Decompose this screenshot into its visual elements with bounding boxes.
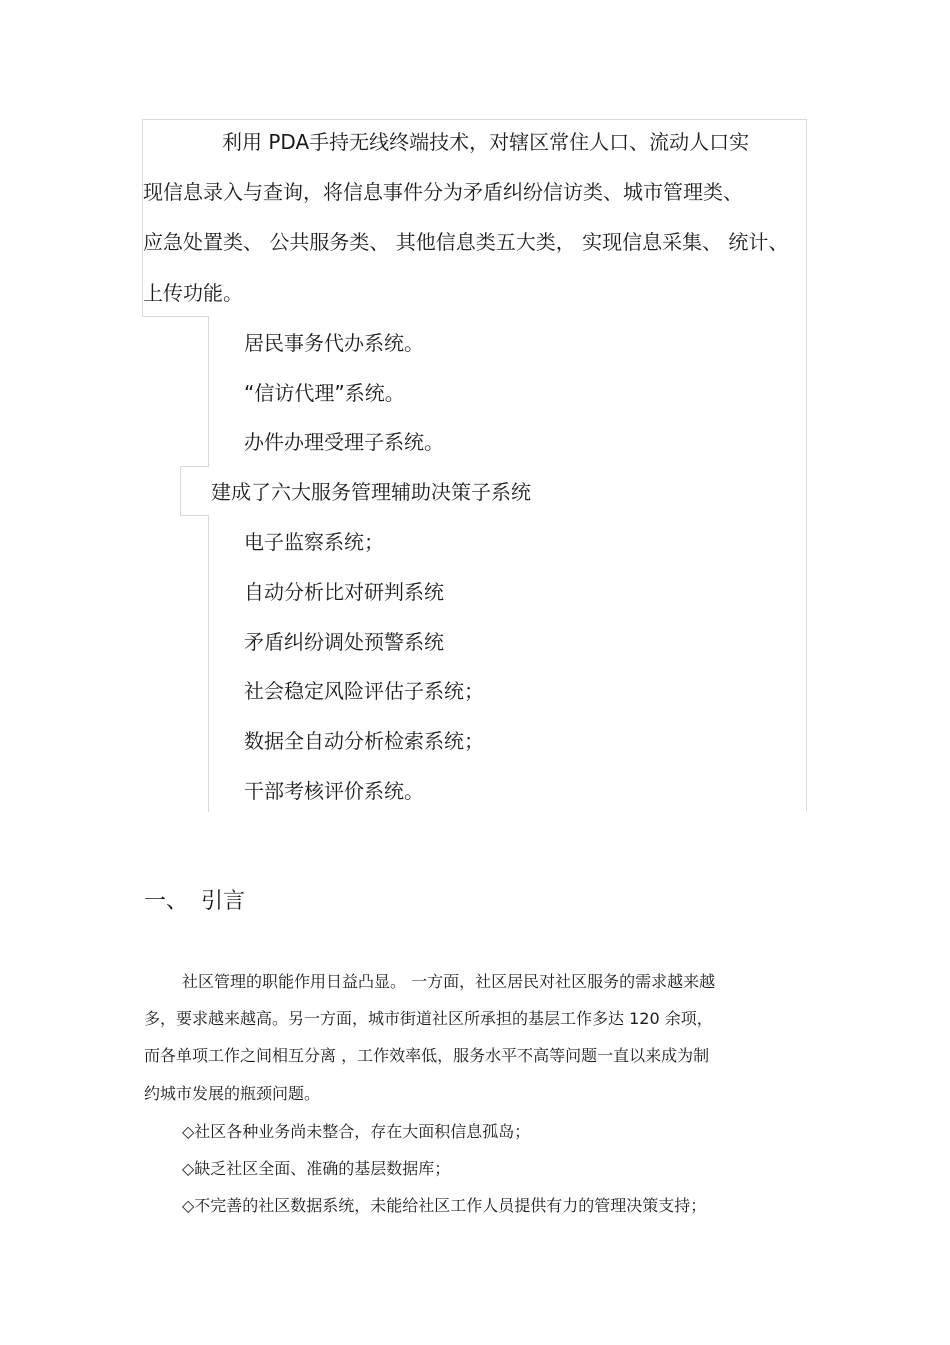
- top-paragraph-line-4: 上传功能。: [143, 281, 243, 305]
- list-item: 居民事务代办系统。: [244, 331, 424, 355]
- intro-paragraph-line-4: 约城市发展的瓶颈问题。: [144, 1084, 321, 1103]
- list-item: 干部考核评价系统。: [244, 779, 424, 803]
- top-paragraph-line-3: 应急处置类、 公共服务类、 其他信息类五大类， 实现信息采集、 统计、: [143, 230, 789, 254]
- intro-paragraph-line-2: 多，要求越来越高。另一方面，城市街道社区所承担的基层工作多达 120 余项，: [144, 1009, 713, 1028]
- list-item: 数据全自动分析检索系统；: [244, 729, 484, 753]
- frame-left-rule-mid: [208, 316, 209, 466]
- list-item: “信访代理”系统。: [244, 381, 405, 405]
- frame-step-rule-2: [180, 466, 209, 467]
- section-heading-number: 一、: [144, 889, 189, 914]
- list-item: 办件办理受理子系统。: [244, 430, 444, 454]
- top-paragraph-line-2: 现信息录入与查询，将信息事件分为矛盾纠纷信访类、城市管理类、: [143, 180, 743, 204]
- frame-step-rule-3: [180, 515, 209, 516]
- top-paragraph-line-1: 利用 PDA手持无线终端技术，对辖区常住人口、流动人口实: [222, 130, 750, 154]
- subsystems-subheading: 建成了六大服务管理辅助决策子系统: [211, 480, 531, 504]
- intro-paragraph-line-3: 而各单项工作之间相互分离 ，工作效率低，服务水平不高等问题一直以来成为制: [144, 1046, 710, 1065]
- bullet-item: ◇社区各种业务尚未整合，存在大面积信息孤岛；: [182, 1122, 531, 1141]
- intro-paragraph-line-1: 社区管理的职能作用日益凸显。 一方面，社区居民对社区服务的需求越来越: [182, 972, 716, 991]
- section-heading-title: 引言: [201, 889, 246, 914]
- list-item: 自动分析比对研判系统: [244, 580, 444, 604]
- bullet-item: ◇缺乏社区全面、准确的基层数据库；: [182, 1159, 451, 1178]
- frame-top-rule: [142, 119, 807, 120]
- frame-left-rule-lower: [208, 515, 209, 812]
- list-item: 电子监察系统；: [244, 530, 384, 554]
- frame-step-rule-1: [142, 316, 209, 317]
- list-item: 矛盾纠纷调处预警系统: [244, 630, 444, 654]
- frame-right-rule: [806, 119, 807, 812]
- frame-left-rule-sub: [180, 466, 181, 516]
- bullet-item: ◇不完善的社区数据系统，未能给社区工作人员提供有力的管理决策支持；: [182, 1196, 707, 1215]
- list-item: 社会稳定风险评估子系统；: [244, 679, 484, 703]
